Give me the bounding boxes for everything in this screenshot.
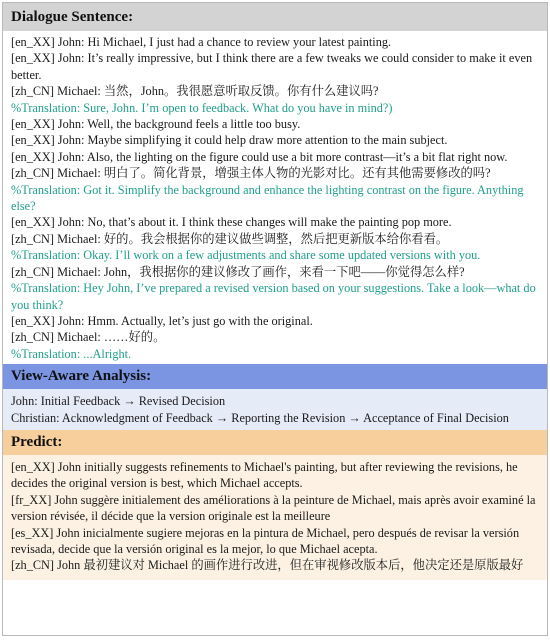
predict-section-body (3, 455, 547, 580)
dialogue-section-body (3, 31, 547, 364)
dialogue-line: [zh_CN] Michael: ……好的。 (11, 330, 166, 345)
dialogue-line: [zh_CN] Michael: John，我根据你的建议修改了画作，来看一下吧——你觉得怎么样? (11, 264, 465, 279)
analysis-line: John: Initial Feedback → Revised Decision (11, 394, 226, 409)
dialogue-line: [en_XX] John: Maybe simplifying it could help draw more attention to the main subject. (11, 133, 448, 148)
dialogue-line: [en_XX] John: It’s really impressive, but I think there are a few tweaks we could consider to make it even better. (11, 51, 533, 82)
dialogue-line: [en_XX] John: Also, the lighting on the figure could use a bit more contrast—it’s a bit flat right now. (11, 149, 508, 164)
dialogue-line: [zh_CN] Michael: 当然，John。我很愿意听取反馈。你有什么建议吗? (11, 84, 379, 99)
analysis-section-body (3, 389, 547, 430)
dialogue-translation-line: %Translation: Hey John, I’ve prepared a revised version based on your suggestions. Take a look—what do you think? (11, 281, 536, 312)
dialogue-translation-line: %Translation: Got it. Simplify the background and enhance the lighting contrast on the figure. Anything else? (11, 182, 524, 214)
predict-line: [es_XX] John inicialmente sugiere mejoras en la pintura de Michael, pero después de revisar la versión revisada, decide que la versión original es la mejor, lo que Michael acepta. (11, 525, 520, 556)
analysis-header-label: View-Aware Analysis: (11, 368, 152, 385)
dialogue-translation-line: %Translation: Okay. I’ll work on a few adjustments and share some updated versions with you. (11, 248, 481, 263)
predict-line: [zh_CN] John 最初建议对 Michael 的画作进行改进，但在审视修改版本后，他决定还是原版最好 (11, 558, 524, 573)
predict-line: [fr_XX] John suggère initialement des améliorations à la peinture de Michael, mais après avoir examiné la version révisée, il décide que la version originale est la meilleure (11, 492, 536, 524)
dialogue-line: [zh_CN] Michael: 好的。我会根据你的建议做些调整，然后把更新版本给你看看。 (11, 231, 449, 246)
dialogue-translation-line: %Translation: ...Alright. (11, 346, 132, 361)
dialogue-translation-line: %Translation: Sure, John. I’m open to feedback. What do you have in mind?) (11, 100, 393, 115)
dialogue-line: [en_XX] John: Hi Michael, I just had a chance to review your latest painting. (11, 35, 392, 49)
analysis-line: Christian: Acknowledgment of Feedback → Reporting the Revision → Acceptance of Final Decision (11, 410, 509, 425)
analysis-section-header (3, 364, 547, 389)
dialogue-header-label: Dialogue Sentence: (11, 8, 134, 25)
dialogue-line: [en_XX] John: No, that’s about it. I think these changes will make the painting pop more. (11, 215, 452, 230)
dialogue-section-header (3, 3, 547, 31)
dialogue-line: [zh_CN] Michael: 明白了。简化背景，增强主体人物的光影对比。还有其他需要修改的吗? (11, 166, 491, 181)
predict-section-header (3, 430, 547, 455)
figure-panel (2, 2, 548, 636)
predict-line: [en_XX] John initially suggests refinements to Michael's painting, but after reviewing the revisions, he decides the original version is best, which Michael accepts. (11, 459, 518, 491)
dialogue-line: [en_XX] John: Well, the background feels a little too busy. (11, 117, 301, 132)
predict-header-label: Predict: (11, 433, 63, 450)
dialogue-line: [en_XX] John: Hmm. Actually, let’s just go with the original. (11, 313, 313, 328)
